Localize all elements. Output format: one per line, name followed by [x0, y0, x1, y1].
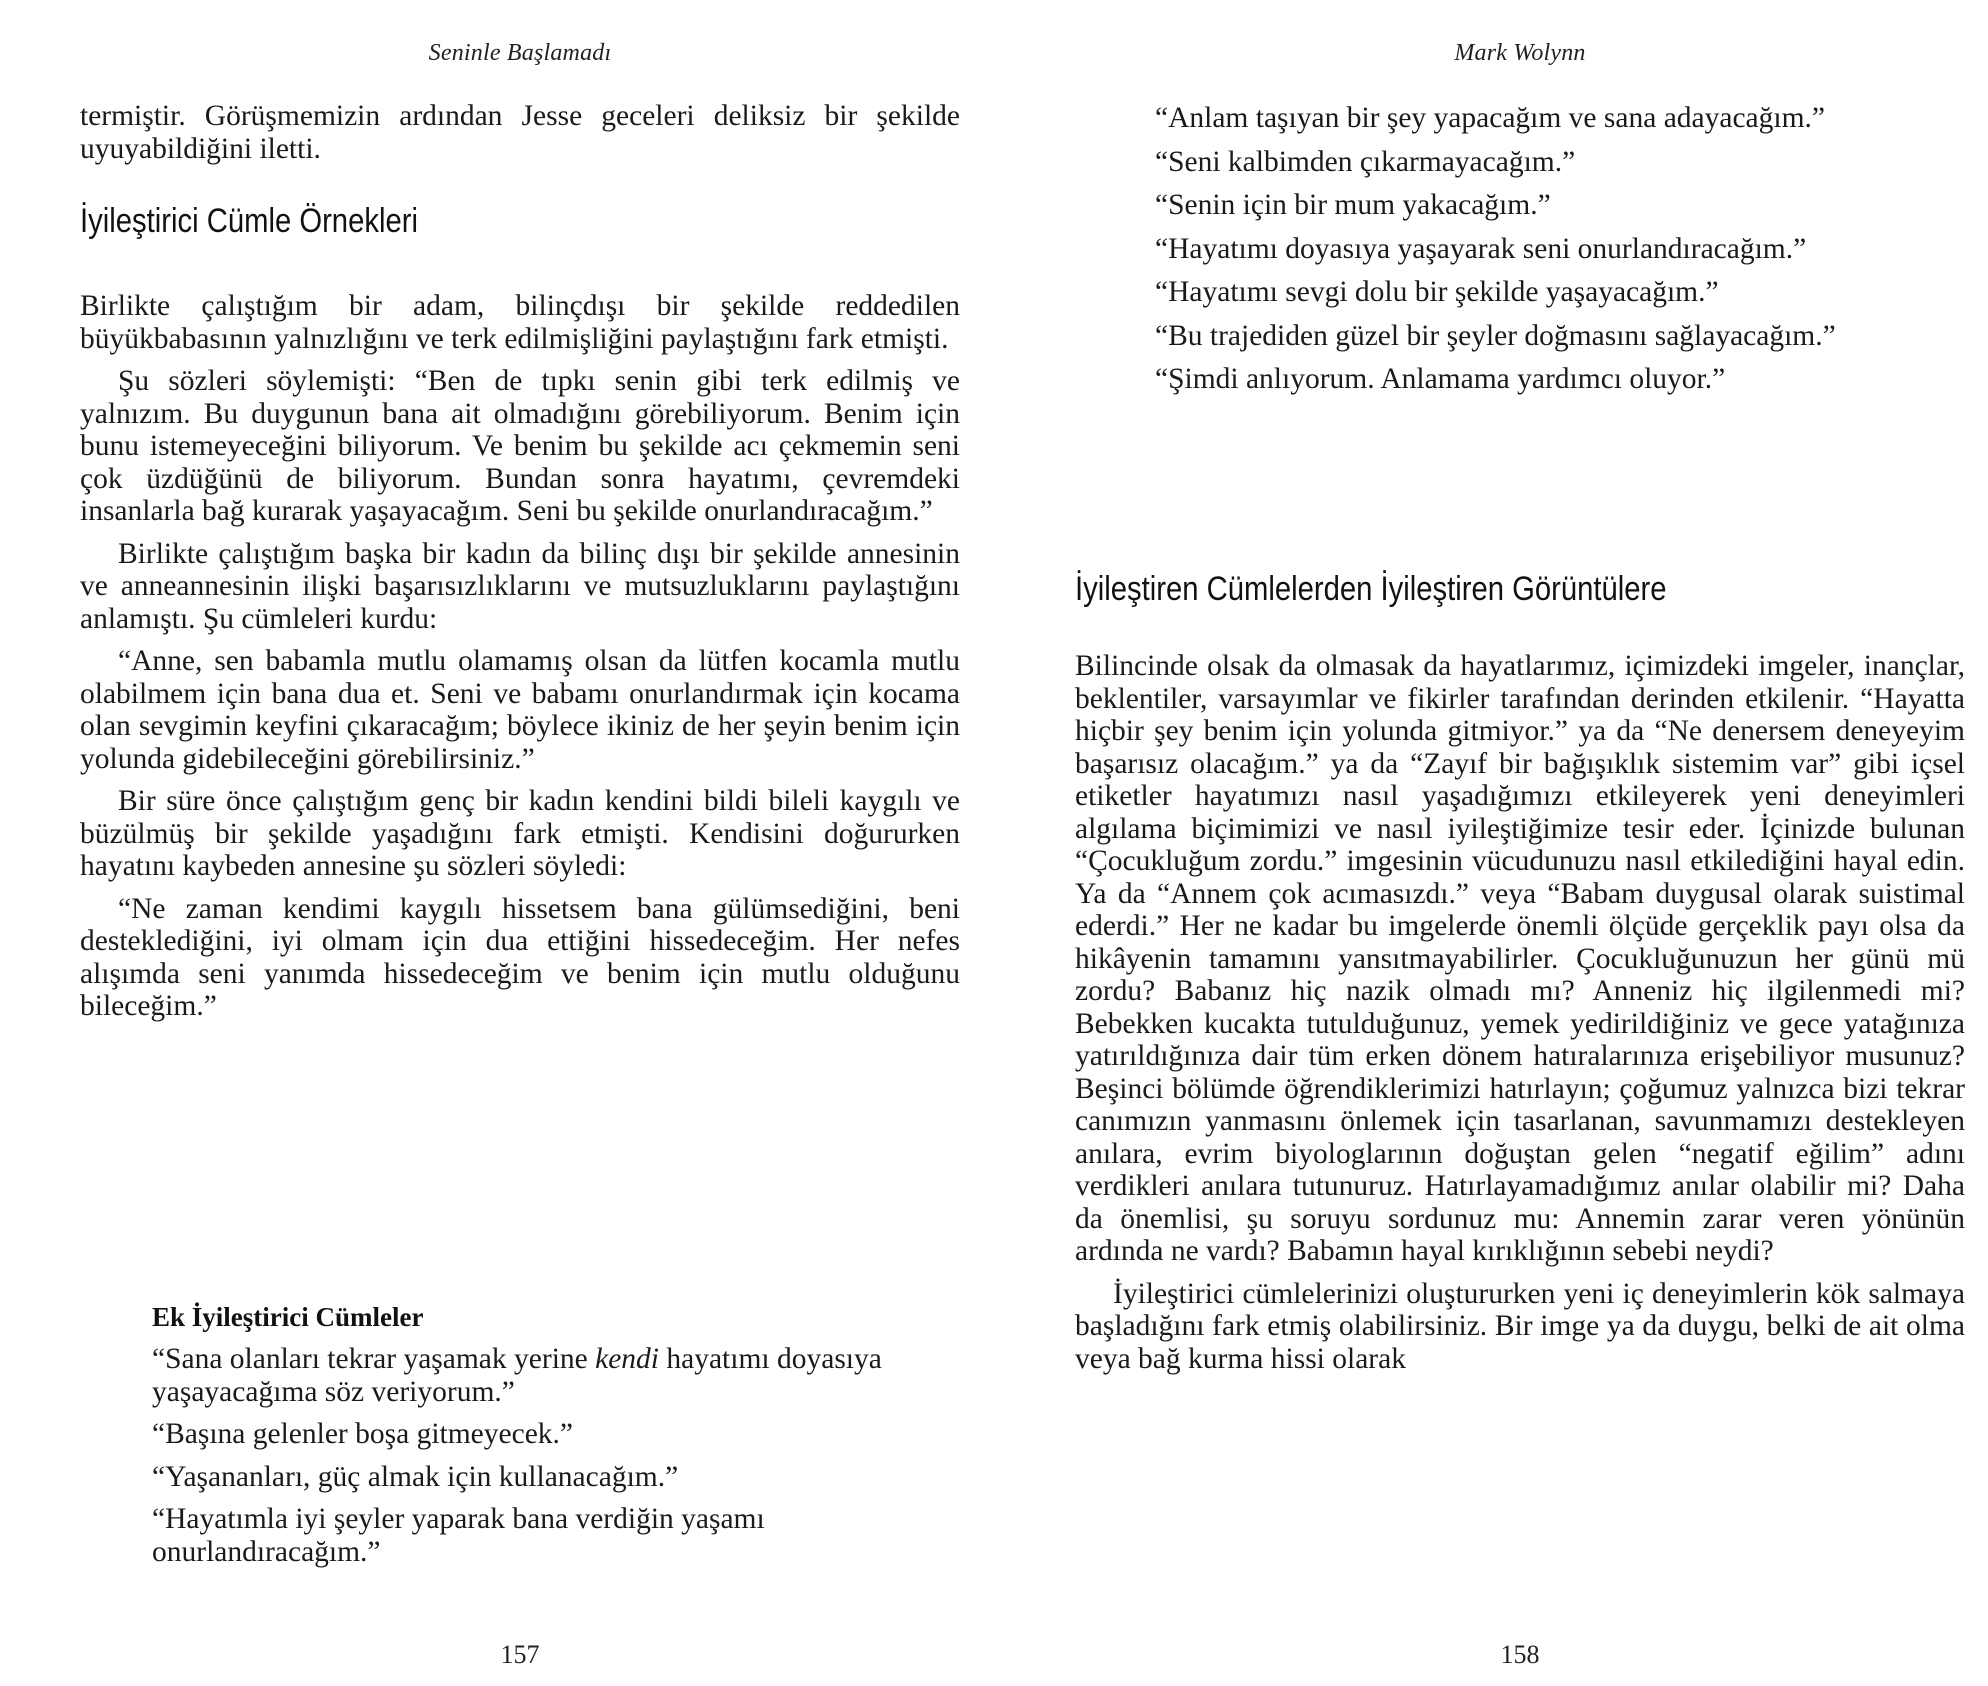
- paragraph: İyileştirici cümlelerinizi oluştururken yeni iç deneyimlerin kök salmaya başladığını fark etmiş olabilirsiniz. Bir imge ya da duygu, belki de ait olma veya bağ kurma hissi olarak: [1075, 1277, 1965, 1375]
- quote-item: “Anlam taşıyan bir şey yapacağım ve sana adayacağım.”: [1155, 102, 1826, 134]
- quote-text: hayatımı doyasıya yaşayacağıma söz veriyorum.”: [152, 1343, 882, 1408]
- quote-italic-word: kendi: [595, 1343, 659, 1375]
- section-heading: İyileştiren Cümlelerden İyileştiren Görüntülere: [1075, 570, 1667, 608]
- quote-item: “Seni kalbimden çıkarmayacağım.”: [1155, 145, 1576, 178]
- paragraph: Birlikte çalıştığım bir adam, bilinçdışı bir şekilde reddedilen büyükbabasının yalnızlığını ve terk edilmişliğini paylaştığını fark etmişti.: [80, 290, 960, 355]
- subsection-heading: Ek İyileştirici Cümleler: [152, 1302, 424, 1332]
- page-number: 157: [500, 1640, 540, 1669]
- paragraph-quote: Şu sözleri söylemişti: “Ben de tıpkı senin gibi terk edilmiş ve yalnızım. Bu duygunun bana ait olmadığını görebiliyorum. Benim için bunu istemeyeceğini biliyorum. Ve benim bu şekilde acı çekmemin seni çok üzdüğünü de biliyorum. Bundan sonra hayatımı, çevremdeki insanlarla bağ kurarak yaşayacağım. Seni bu şekilde onurlandıracağım.”: [80, 365, 960, 527]
- paragraph: Birlikte çalıştığım başka bir kadın da bilinç dışı bir şekilde annesinin ve anneannesinin ilişki başarısızlıklarını ve mutsuzluklarını paylaştığını anlamıştı. Şu cümleleri kurdu:: [80, 537, 960, 635]
- left-page-body: [80, 100, 960, 175]
- running-head-book-title: Seninle Başlamadı: [428, 40, 612, 66]
- right-quotes-list: [1155, 102, 1935, 407]
- additional-quote: “Hayatımla iyi şeyler yaparak bana verdiğin yaşamı onurlandıracağım.”: [152, 1503, 765, 1568]
- left-page-paragraphs: [80, 290, 960, 1033]
- section-heading-container: [80, 202, 960, 241]
- right-page-paragraphs: [1075, 650, 1965, 1385]
- quote-item: “Bu trajediden güzel bir şeyler doğmasını sağlayacağım.”: [1155, 319, 1836, 352]
- quote-text: “Sana olanları tekrar yaşamak yerine: [152, 1343, 596, 1375]
- paragraph-quote: “Ne zaman kendimi kaygılı hissetsem bana gülümsediğini, beni desteklediğini, iyi olmam için dua ettiğini hissedeceğim. Her nefes alışımda seni yanımda hissedeceğim ve benim için mutlu olduğunu bileceğim.”: [80, 892, 960, 1022]
- additional-quote: “Başına gelenler boşa gitmeyecek.”: [152, 1418, 574, 1450]
- left-page: [80, 0, 960, 1686]
- section-heading: İyileştirici Cümle Örnekleri: [80, 202, 418, 240]
- right-page: [1075, 0, 1965, 1686]
- section-heading-container: [1075, 570, 1965, 609]
- paragraph: Bir süre önce çalıştığım genç bir kadın kendini bildi bileli kaygılı ve büzülmüş bir şekilde yaşadığını fark etmişti. Kendisini doğururken hayatını kaybeden annesine şu sözleri söyledi:: [80, 785, 960, 882]
- opening-paragraph: termiştir. Görüşmemizin ardından Jesse geceleri deliksiz bir şekilde uyuyabildiğini iletti.: [80, 100, 960, 165]
- page-number: 158: [1500, 1640, 1540, 1669]
- additional-sentences-block: [152, 1302, 932, 1578]
- additional-quote: [152, 1343, 932, 1408]
- quote-item: “Şimdi anlıyorum. Anlamama yardımcı oluyor.”: [1155, 363, 1726, 395]
- paragraph-quote: “Anne, sen babamla mutlu olamamış olsan da lütfen kocamla mutlu olabilmem için bana dua et. Seni ve babamı onurlandırmak için kocama olan sevgimin keyfini çıkaracağım; böylece ikiniz de her şeyin benim için yolunda gidebileceğini görebilirsiniz.”: [80, 645, 960, 775]
- quote-item: “Senin için bir mum yakacağım.”: [1155, 189, 1551, 221]
- additional-quote: “Yaşananları, güç almak için kullanacağım.”: [152, 1460, 679, 1493]
- running-head-author: Mark Wolynn: [1454, 40, 1586, 66]
- quote-item: “Hayatımı doyasıya yaşayarak seni onurlandıracağım.”: [1155, 232, 1807, 265]
- quote-item: “Hayatımı sevgi dolu bir şekilde yaşayacağım.”: [1155, 276, 1719, 308]
- paragraph: Bilincinde olsak da olmasak da hayatlarımız, içimizdeki imgeler, inançlar, beklentiler, varsayımlar ve fikirler tarafından derinden etkilenir. “Hayatta hiçbir şey benim için yolunda gitmiyor.” ya da “Ne denersem deneyeyim başarısız olacağım.” ya da “Zayıf bir bağışıklık sistemim var” gibi içsel etiketler hayatımızı nasıl yaşadığımızı etkileyerek yeni deneyimleri algılama biçimimizi ve nasıl iyileştiğimize tesir eder. İçinizde bulunan “Çocukluğum zordu.” imgesinin vücudunuzu nasıl etkilediğini hayal edin. Ya da “Annem çok acımasızdı.” veya “Babam duygusal olarak suistimal ederdi.” Her ne kadar bu imgelerde önemli ölçüde gerçeklik payı olsa da hikâyenin tamamını yansıtmayabilirler. Çocukluğunuzun her günü mü zordu? Babanız hiç nazik olmadı mı? Anneniz hiç ilgilenmedi mi? Bebekken kucakta tutulduğunuz, yemek yedirildiğiniz ve gece yatağınıza yatırıldığınıza dair tüm erken dönem hatıralarınıza erişebiliyor musunuz? Beşinci bölümde öğrendiklerimizi hatırlayın; çoğumuz yalnızca bizi tekrar canımızın yanmasını önlemek için tasarlanan, savunmamızı destekleyen anılara, evrim biyologlarının doğuştan gelen “negatif eğilim” adını verdikleri anılara tutunuruz. Hatırlayamadığımız anılar olabilir mi? Daha da önemlisi, şu soruyu sordunuz mu: Annemin zarar veren yönünün ardında ne vardı? Babamın hayal kırıklığının sebebi neydi?: [1075, 650, 1965, 1267]
